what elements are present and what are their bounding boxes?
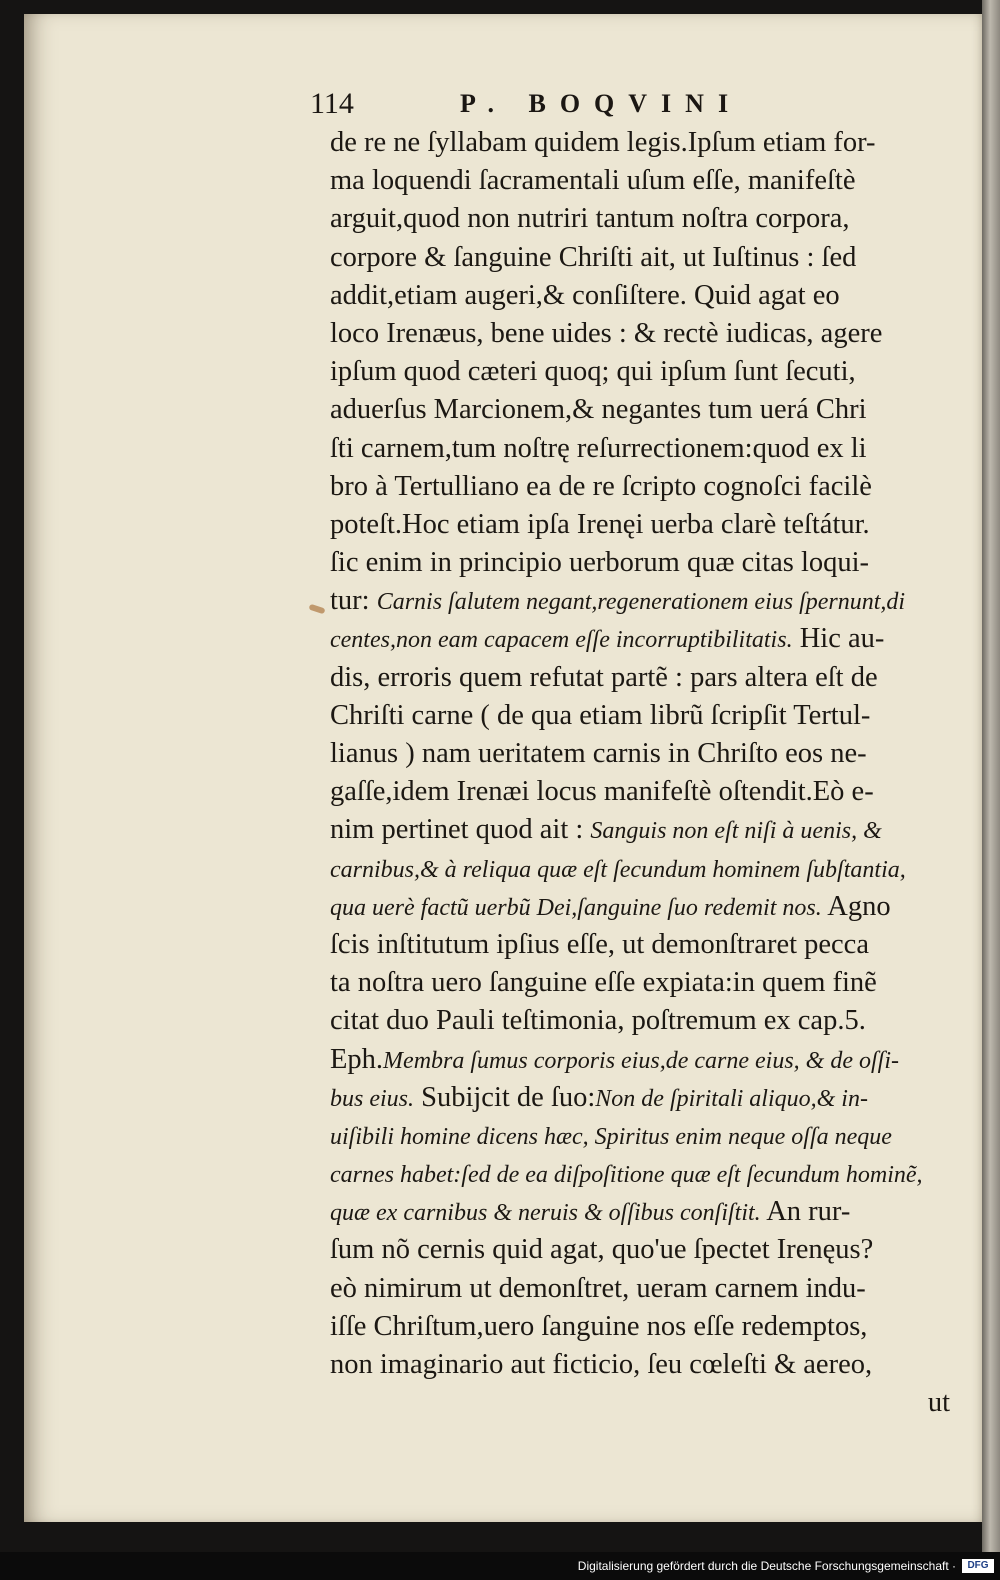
italic-quote: centes,non eam capacem eſſe incorruptibilitatis. (330, 627, 793, 654)
line-text: ſti carnem,tum noſtrę reſurrectionem:quod ex li (330, 432, 867, 464)
line-text: Hic au- (792, 623, 885, 655)
line-text: ut (927, 1387, 950, 1419)
text-line (330, 735, 950, 773)
text-line (330, 582, 950, 620)
italic-quote: Membra ſumus corporis eius,de carne eius, & de oſſi- (383, 1047, 899, 1074)
line-text: loco Irenæus, bene uides : & rectè iudicas, agere (330, 317, 883, 349)
text-line (330, 1231, 950, 1269)
italic-quote: quæ ex carnibus & neruis & oſſibus conſiſtit. (330, 1200, 761, 1227)
line-text: Eph. (330, 1043, 384, 1075)
italic-quote: Carnis ſalutem negant,regenerationem eius ſpernunt,di (376, 589, 906, 616)
running-head-title: P. BOQVINI (460, 89, 743, 118)
running-head (310, 82, 930, 126)
line-text: poteſt.Hoc etiam ipſa Irenęi uerba clarè teſtátur. (330, 508, 870, 540)
text-line (330, 239, 950, 277)
text-line (330, 1346, 950, 1384)
dfg-logo: DFG (962, 1559, 994, 1573)
text-line (330, 468, 950, 506)
text-line (330, 1117, 950, 1155)
text-line (330, 277, 950, 315)
page-edge (982, 0, 1000, 1552)
line-text: citat duo Pauli teſtimonia, poſtremum ex cap.5. (330, 1005, 866, 1037)
text-line (330, 1079, 950, 1117)
text-line (330, 391, 950, 429)
text-line (330, 1308, 950, 1346)
text-line (330, 162, 950, 200)
line-text: An rur- (760, 1196, 851, 1228)
line-text: nim pertinet quod ait : (330, 814, 591, 846)
line-text: ſcis inſtitutum ipſius eſſe, ut demonſtraret pecca (330, 928, 869, 960)
line-text: lianus ) nam ueritatem carnis in Chriſto eos ne- (330, 738, 867, 769)
italic-quote: Sanguis non eſt niſi à uenis, & (590, 818, 882, 845)
line-text: ma loquendi ſacramentali uſum eſſe, manifeſtè (330, 165, 856, 197)
text-line (330, 506, 950, 544)
line-text: non imaginario aut ficticio, ſeu cœleſti & aereo, (330, 1349, 873, 1380)
text-line (330, 1193, 950, 1231)
line-text: aduerſus Marcionem,& negantes tum uerá Chri (330, 394, 867, 426)
text-line (330, 1270, 950, 1308)
text-line (330, 620, 950, 658)
line-text: de re ne ſyllabam quidem legis.Ipſum etiam for- (330, 127, 876, 158)
footer-bar (0, 1552, 1000, 1580)
body-text (330, 124, 950, 1422)
text-line (330, 1041, 950, 1079)
footer-credit: Digitalisierung gefördert durch die Deutsche Forschungsgemeinschaft · (577, 1559, 956, 1573)
text-line (330, 1002, 950, 1040)
line-text: Agno (821, 890, 891, 922)
text-line (330, 430, 950, 468)
line-text: ta noſtra uero ſanguine eſſe expiata:in quem finẽ (330, 967, 877, 999)
page-number: 114 (310, 87, 354, 120)
text-line (330, 1155, 950, 1193)
italic-quote: qua uerè factũ uerbũ Dei,ſanguine ſuo redemit nos. (330, 894, 822, 921)
text-line (330, 353, 950, 391)
text-line (330, 659, 950, 697)
line-text: iſſe Chriſtum,uero ſanguine nos eſſe redemptos, (330, 1310, 868, 1342)
line-text: eò nimirum ut demonſtret, ueram carnem indu- (330, 1272, 866, 1304)
line-text: tur: (330, 585, 377, 617)
text-line (330, 850, 950, 888)
line-text: Subijcit de ſuo: (414, 1081, 596, 1113)
line-text: gaſſe,idem Irenæi locus manifeſtè oſtendit.Eò e- (330, 776, 874, 808)
italic-quote: Non de ſpiritali aliquo,& in- (595, 1085, 868, 1112)
italic-quote: bus eius. (330, 1085, 414, 1112)
italic-quote: carnibus,& à reliqua quæ eſt ſecundum hominem ſubſtantia, (330, 856, 906, 883)
text-line (330, 773, 950, 811)
text-line (330, 926, 950, 964)
text-line (330, 1384, 950, 1422)
text-line (330, 315, 950, 353)
text-line (330, 544, 950, 582)
text-line (330, 124, 950, 162)
text-line (330, 200, 950, 238)
ink-stain (308, 604, 325, 615)
line-text: Chriſti carne ( de qua etiam librũ ſcripſit Tertul- (330, 699, 871, 731)
text-line (330, 964, 950, 1002)
text-line (330, 888, 950, 926)
line-text: addit,etiam augeri,& conſiſtere. Quid agat eo (330, 279, 840, 311)
italic-quote: carnes habet:ſed de ea diſpoſitione quæ eſt ſecundum hominẽ, (330, 1162, 923, 1189)
line-text: corpore & ſanguine Chriſti ait, ut Iuſtinus : ſed (330, 241, 857, 273)
text-line (330, 697, 950, 735)
line-text: ipſum quod cæteri quoq; qui ipſum ſunt ſecuti, (330, 356, 856, 388)
line-text: ſum nõ cernis quid agat, quo'ue ſpectet Irenęus? (330, 1234, 874, 1266)
line-text: dis, erroris quem refutat partẽ : pars altera eſt de (330, 661, 878, 693)
line-text: bro à Tertulliano ea de re ſcripto cognoſci facilè (330, 470, 872, 502)
line-text: arguit,quod non nutriri tantum noſtra corpora, (330, 203, 850, 235)
text-line (330, 811, 950, 849)
line-text: ſic enim in principio uerborum quæ citas loqui- (330, 547, 870, 579)
italic-quote: uiſibili homine dicens hæc, Spiritus enim neque oſſa neque (330, 1123, 892, 1150)
